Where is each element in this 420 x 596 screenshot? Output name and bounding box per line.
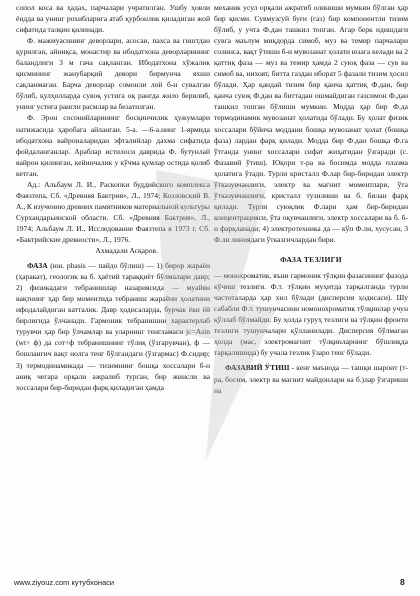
footer (14, 578, 114, 587)
paragraph (214, 362, 408, 395)
paragraph-text: Ф. Эрон сосонийларининг босқинчилик ҳужумлари натижасида ҳаробага айланган. 5-а. —6-а.нинг 1-ярмида ибодатхона вайроналаридан эфталийлар дахма сифатида фойдаланганлар. Араблар истилоси даврида Ф. бутунлай вайрон қилинган, кейинчалик у кўчма қумлар остида қолиб кетган. (16, 113, 210, 178)
paragraph-text: — монохроматик, яъни гармоник тўлқин фазасининг фазода кўчиш тезлиги. Ф.т. тўлқин муҳитда тарқалганда турли частоталарда ҳар хил бўлади (дисперсия ҳодисаси). Шу сабабли Ф.т. тушунчасини номонохроматик тўлқинлар учун қўллаб бўлмайди. Бу ҳолда гуруҳ тезлиги ва тўлқин фронти тезлиги тушунчалари қўлланилади. Дисперсия бўлмаган ҳолда (мас, электромагнит тўлқинларнинг бўшлиқда тарқалишида) бу учала тезлик ўзаро тенг бўлади. (214, 271, 408, 358)
page-number: 8 (400, 577, 405, 587)
entry-headword: ФАЗАВИЙ ЎТИШ (225, 363, 290, 373)
paragraph (16, 112, 210, 178)
author-signature: Ахмадали Асқаров. (95, 246, 158, 256)
paragraph-text: - кенг маънода — ташқи шароит (т-ра, босим, электр ва магнит майдонлари ва б.)лар ўзгариши на (214, 363, 409, 395)
paragraph-text: Ад.: Альбаум Л. И., Раскопки буддийского комплекса Фаязтепа, Сб. «Древняя Бактрия», Л., 1974; Козловский В. А., К изучению древних памятников материальной культуры Сурхандарьинской области. Сб. «Древняя Бактрия», Л., 1974; Альбаум Л. И., Исследование Фаязтепа в 1973 г. Сб. «Бактрийские древности», Л., 1976. (16, 179, 210, 244)
paragraph (214, 2, 408, 245)
paragraph (16, 260, 210, 393)
paragraph (16, 2, 210, 35)
paragraph-text: механик усул орқали ажратиб олиниши мумкин бўлган ҳар бир қисми. Сувмузсуй буғи (газ) бир компонентли тизим бўлиб, у учта Ф.дан ташкил топган. Агар берк идишдаги сувга маълум миқдорда симоб, муз ва темир парчалари солинса, вақт ўтиши б-н мувозанат ҳолати юзага келади ва 2 қаттиқ фаза — муз ва темир ҳамда 2 суюқ фаза — сув ва симоб ва, нихоят, битта газдан иборат 5 фазали тизим ҳосил бўлади. Ҳар қандай тизим бир қанча қаттиқ Ф.дан, бир қанча суюқ Ф.дан ва биттадан ошмайдиган газсимон Ф.дан ташкил топган бўлиши мумкин. Модда ҳар бир Ф.да термодинамик мувозанат ҳолатида бўлади. Бу ҳолат физик хоссалари бўйича моддани бошқа мувозанат ҳолат (бошқа фаза) лардан фарқ қилади. Модда бир Ф.дан бошқа Ф.га ўтганда унинг хоссалари сифат жиҳатидан ўзгаради (с. Фазавий ўтиш). Юқори т-ра ва босимда модда плазма ҳолатига ўтади. Турли кристалл Ф.лар бир-биридан электр ўтказувчанлиги, электр ва магнит моментлари, ўта ўтказувчанлиги, кристалл тузилиши ва б. билан фарқ қилади. Турли суюқлик Ф.лари ҳам бир-биридан концентрацияси, ўта оқувчанлиги, электр хоссалари ва б. б-н фарқланади; 4) электротехника да — кўп Ф.ли, хусусан, 3 Ф.ли линиядаги ўтказгичлардан бири. (214, 3, 408, 244)
paragraph-text: (юн. phasis — пайдо бўлиш) — 1) бирор жараён (ҳаракат), геологик ва б. ҳаётий тараққиёт бўлмалари давр; 2) физикадаги тебранишлар назариясида — муайян вақтнинг ҳар бир моментида тебраниш жараёни ҳолатини ифодалайдиган катталик. Давр ҳодисаларда, бурчак ёки ёй бирлигида ўлчанади. Гармоник тебранишни характерлаб турувчи ҳар бир ўлчамлар ва уларнинг тенгламаси jc=Asin (wt+ ф) да сот+ф тебранишнинг тўлиқ (ўзгарувчан), ф — бошланғич вақт нолга тенг бўлгандаги (ўзгармас) Ф.сидир; 3) термодинамикада — тизимнинг бошқа хоссалари б-н аниқ чегара орқали ажралиб турган, бир жинсли ва хоссалари бир-биридан фарқ қиладиган ҳамда (16, 261, 210, 392)
right-column (214, 2, 408, 396)
section-heading: ФАЗА ТЕЗЛИГИ (280, 255, 342, 265)
left-column (16, 2, 210, 393)
paragraph (16, 35, 210, 112)
entry-headword: ФАЗА (27, 261, 48, 271)
paragraph (16, 179, 210, 245)
footer-source-link[interactable]: www.ziyouz.com кутубхонаси (14, 578, 115, 587)
paragraph-text: сопол коса ва ҳадах, парчалари учратилган. Ушбу ҳовли ёндда ва унинг рохибларига атаб қурбонлик қиладиган жой сифатида талқин қилинади. (16, 3, 210, 35)
paragraph-text: Ф. мажмуасининг деворлари, асосан, пахса ва гиштдан қурилган, айниқса, монастир ва ибодатхона деворларининг баландлиги 3 м гача сақланган. Ибодатхона хўжалик қисмининг жанубарқий девори бирмунча яхши сақланмаган. Барча деворлар сомонли лой б-н сувалган бўлиб, қулҳолларда сувоқ устига оқ рангда жило берилиб, унинг устига рангли расмлар ва безатилган. (16, 36, 210, 112)
paragraph (214, 270, 408, 358)
